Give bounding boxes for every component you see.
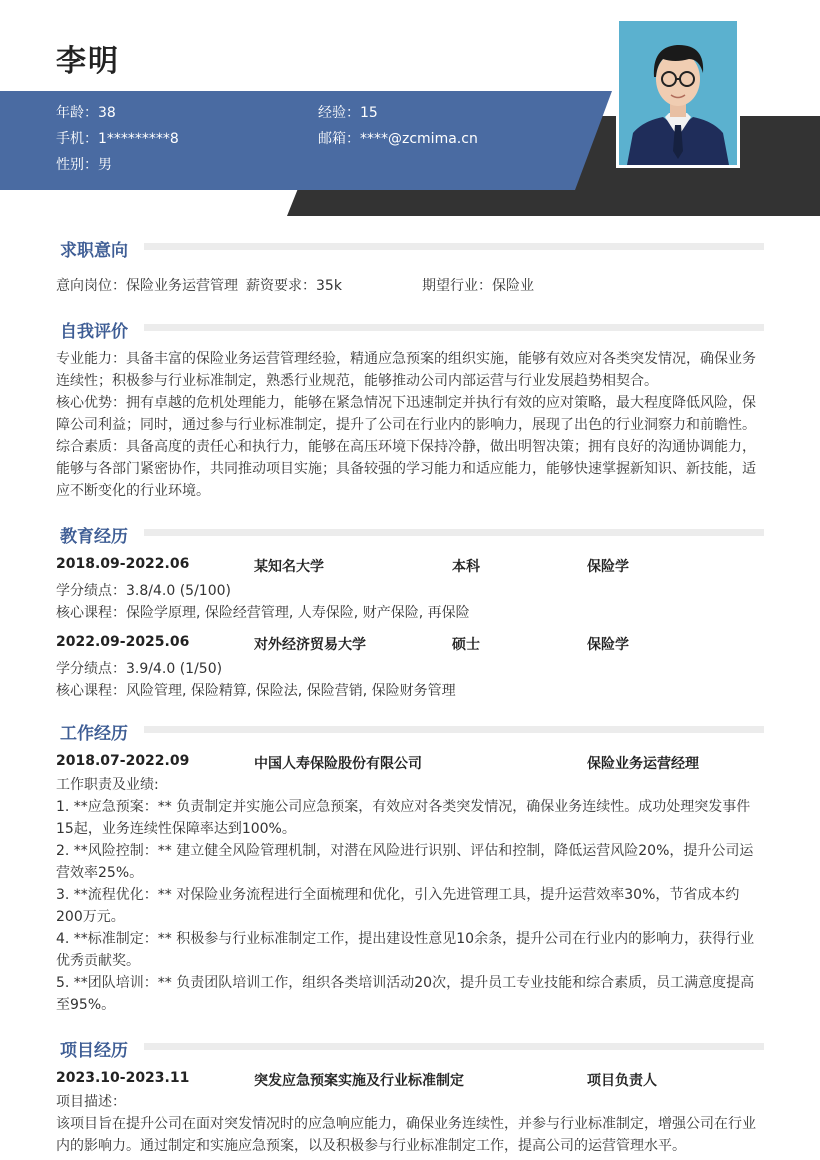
project-desc-label: 项目描述： — [56, 1094, 126, 1110]
section-divider — [144, 529, 764, 536]
project-desc-text: 该项目旨在提升公司在面对突发情况时的应急响应能力，确保业务连续性，并参与行业标准制定，增强公司在行业内的影响力。通过制定和实施应急预案，以及积极参与行业标准制定工作，提高公司的运营管理水平。 — [56, 1116, 756, 1154]
edu-school: 对外经济贸易大学 — [254, 637, 366, 653]
section-education-header — [56, 522, 764, 546]
work-duty-item: 2. **风险控制：** 建立健全风险管理机制，对潜在风险进行识别、评估和控制，降低运营风险20%，提升公司运营效率25%。 — [56, 843, 754, 881]
self-eval-paragraph: 专业能力：具备丰富的保险业务运营管理经验，精通应急预案的组织实施，能够有效应对各类突发情况，确保业务连续性；积极参与行业标准制定，熟悉行业规范，能够推动公司内部运营与行业发展趋势相契合。 — [56, 351, 756, 389]
project-period: 2023.10-2023.11 — [56, 1070, 190, 1086]
project-name: 突发应急预案实施及行业标准制定 — [254, 1073, 464, 1089]
section-title: 项目经历 — [60, 1036, 140, 1061]
edu-period: 2022.09-2025.06 — [56, 634, 190, 650]
work-duty-item: 5. **团队培训：** 负责团队培训工作，组织各类培训活动20次，提升员工专业技能和综合素质，员工满意度提高至95%。 — [56, 975, 755, 1013]
section-divider — [144, 1043, 764, 1050]
work-intro: 工作职责及业绩: — [56, 777, 159, 793]
work-duty-item: 1. **应急预案：** 负责制定并实施公司应急预案，有效应对各类突发情况，确保业务连续性。成功处理突发事件15起，业务连续性保障率达到100%。 — [56, 799, 751, 837]
age-field: 年龄：38 — [56, 105, 116, 121]
edu-degree: 本科 — [452, 559, 480, 575]
section-project-header — [56, 1036, 764, 1060]
email-field: 邮箱：****@zcmima.cn — [318, 131, 478, 147]
self-eval-text — [56, 348, 766, 502]
work-duty-item: 4. **标准制定：** 积极参与行业标准制定工作，提出建设性意见10余条，提升公司在行业内的影响力，获得行业优秀贡献奖。 — [56, 931, 755, 969]
edu-major: 保险学 — [587, 559, 629, 575]
project-role: 项目负责人 — [587, 1073, 657, 1089]
section-title: 求职意向 — [60, 236, 140, 261]
edu-courses: 核心课程：保险学原理, 保险经营管理, 人寿保险, 财产保险, 再保险 — [56, 605, 470, 621]
gender-field: 性别：男 — [56, 157, 112, 173]
work-company: 中国人寿保险股份有限公司 — [254, 756, 422, 772]
intent-salary: 薪资要求：35k — [246, 278, 342, 294]
work-duties — [56, 774, 766, 1016]
section-work-header — [56, 719, 764, 743]
edu-gpa: 学分绩点：3.9/4.0 (1/50) — [56, 661, 223, 677]
section-title: 教育经历 — [60, 522, 140, 547]
phone-field: 手机：1*********8 — [56, 131, 179, 147]
section-title: 工作经历 — [60, 719, 140, 744]
section-divider — [144, 243, 764, 250]
edu-major: 保险学 — [587, 637, 629, 653]
edu-gpa: 学分绩点：3.8/4.0 (5/100) — [56, 583, 231, 599]
project-description — [56, 1091, 766, 1157]
self-eval-paragraph: 综合素质：具备高度的责任心和执行力，能够在高压环境下保持冷静，做出明智决策；拥有良好的沟通协调能力，能够与各部门紧密协作，共同推动项目实施；具备较强的学习能力和适应能力，能够快速掌握新知识、新技能，适应不断变化的行业环境。 — [56, 439, 756, 499]
profile-photo — [616, 18, 740, 168]
intent-position: 意向岗位：保险业务运营管理 — [56, 278, 238, 294]
edu-courses: 核心课程：风险管理, 保险精算, 保险法, 保险营销, 保险财务管理 — [56, 683, 456, 699]
self-eval-paragraph: 核心优势：拥有卓越的危机处理能力，能够在紧急情况下迅速制定并执行有效的应对策略，最大程度降低风险，保障公司利益；同时，通过参与行业标准制定，提升了公司在行业内的影响力，展现了出色的行业洞察力和前瞻性。 — [56, 395, 756, 433]
section-divider — [144, 726, 764, 733]
work-duty-item: 3. **流程优化：** 对保险业务流程进行全面梳理和优化，引入先进管理工具，提升运营效率30%，节省成本约200万元。 — [56, 887, 740, 925]
intent-industry: 期望行业：保险业 — [422, 278, 534, 294]
section-divider — [144, 324, 764, 331]
edu-degree: 硕士 — [452, 637, 480, 653]
section-title: 自我评价 — [60, 317, 140, 342]
candidate-name: 李明 — [56, 44, 120, 79]
section-intent-header — [56, 236, 764, 260]
edu-period: 2018.09-2022.06 — [56, 556, 190, 572]
edu-school: 某知名大学 — [254, 559, 324, 575]
section-self-eval-header — [56, 317, 764, 341]
experience-field: 经验：15 — [318, 105, 378, 121]
work-role: 保险业务运营经理 — [587, 756, 699, 772]
work-period: 2018.07-2022.09 — [56, 753, 190, 769]
